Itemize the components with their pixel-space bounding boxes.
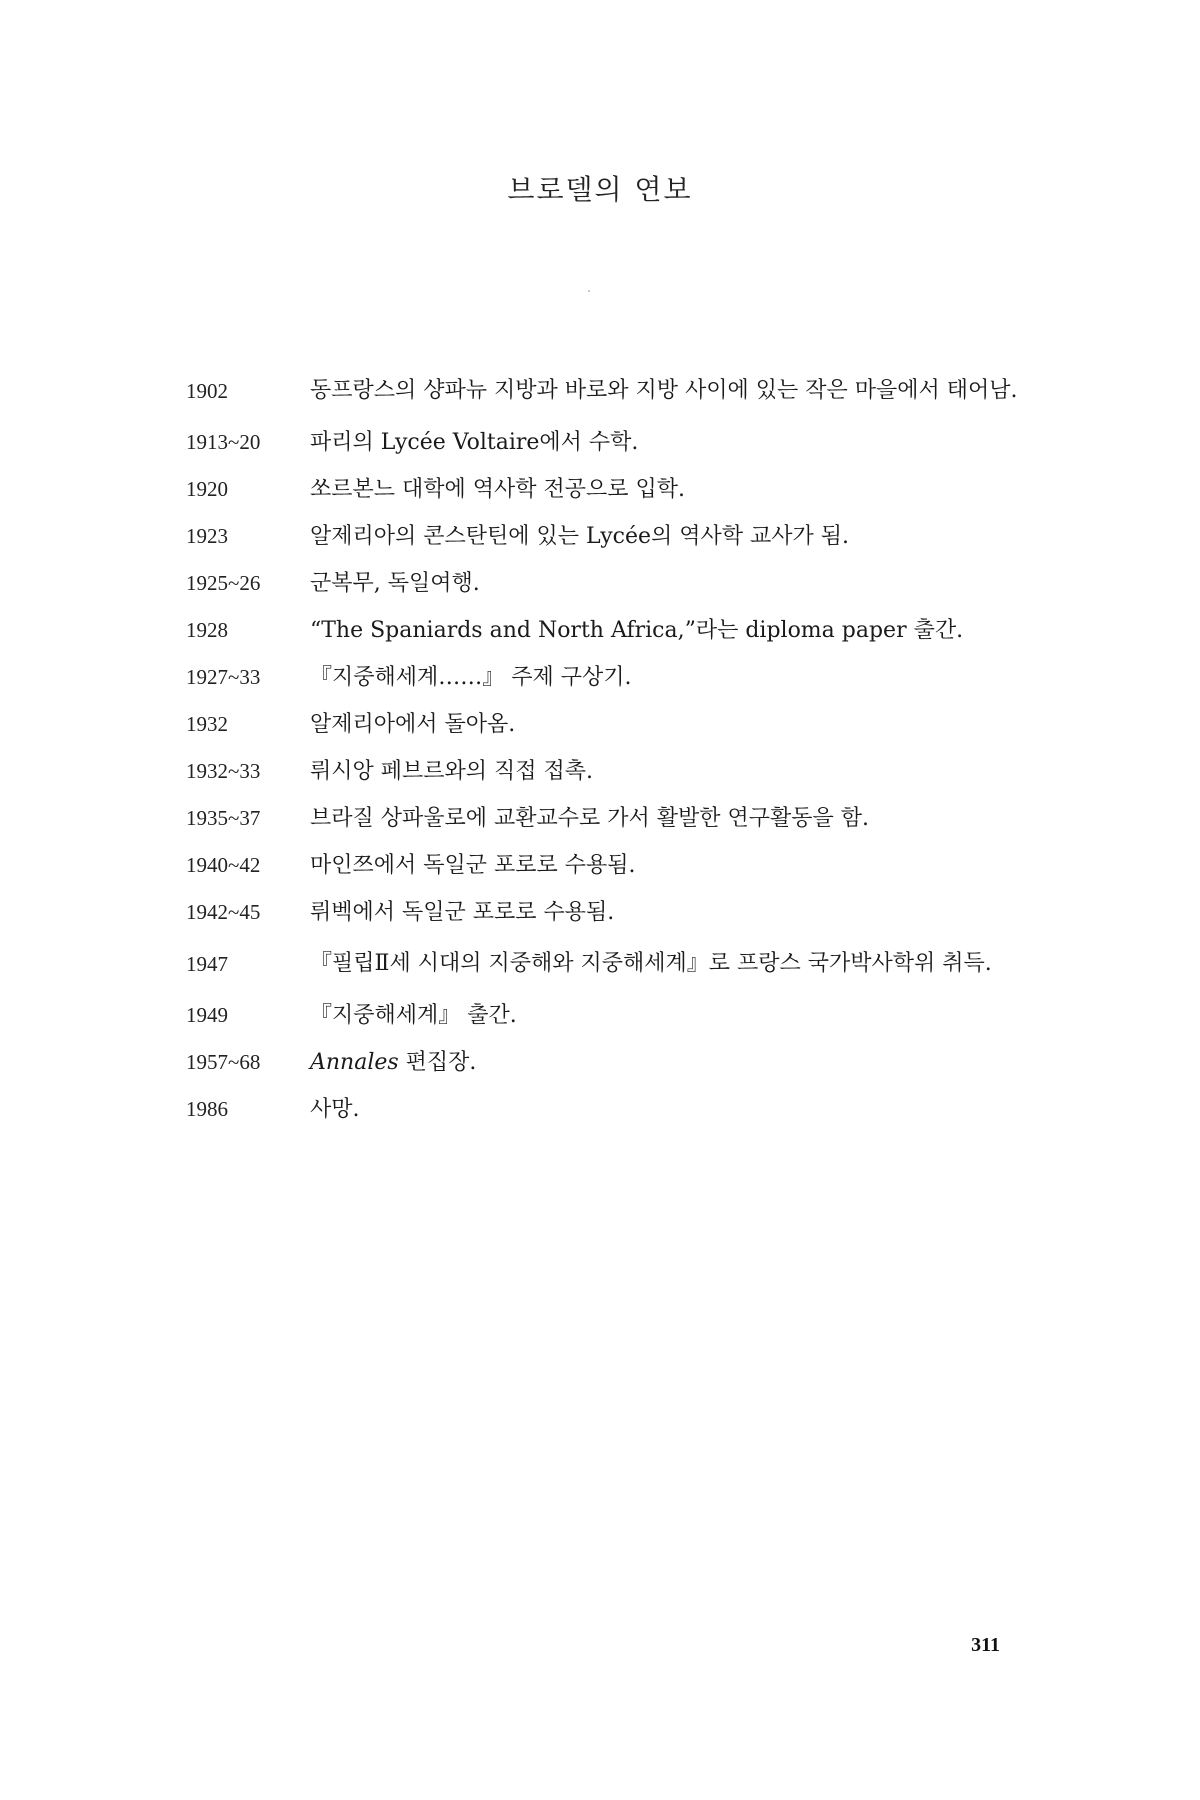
entry-text: 동프랑스의 샹파뉴 지방과 바로와 지방 사이에 있는 작은 마을에서 태어남.	[310, 378, 1018, 403]
entry-year: 1935~37	[186, 806, 261, 830]
entry-year: 1927~33	[186, 665, 261, 689]
entry-year: 1940~42	[186, 853, 261, 877]
chronology-entry	[186, 1091, 1026, 1128]
entry-text: 사망.	[310, 1097, 360, 1122]
entry-text: 뤼벡에서 독일군 포로로 수용됨.	[310, 900, 615, 925]
entry-year: 1902	[186, 379, 228, 403]
entry-text: “The Spaniards and North Africa,”라는 diploma paper 출간.	[310, 618, 964, 643]
entry-text: 쏘르본느 대학에 역사학 전공으로 입학.	[310, 477, 685, 502]
chronology-entry	[186, 368, 1026, 414]
entry-text: 파리의 Lycée Voltaire에서 수학.	[310, 430, 639, 455]
chronology-entry	[186, 424, 1026, 461]
entry-year: 1913~20	[186, 430, 261, 454]
entry-text: 『지중해세계……』 주제 구상기.	[310, 665, 632, 690]
entry-year: 1932	[186, 712, 228, 736]
entry-year: 1925~26	[186, 571, 261, 595]
chronology-entry	[186, 565, 1026, 602]
entry-text: 알제리아의 콘스탄틴에 있는 Lycée의 역사학 교사가 됨.	[310, 524, 850, 549]
chronology-list	[186, 368, 1026, 1138]
entry-text: 마인쯔에서 독일군 포로로 수용됨.	[310, 853, 636, 878]
chronology-entry	[186, 612, 1026, 649]
page-title: 브로델의 연보	[507, 173, 693, 206]
entry-year: 1947	[186, 952, 228, 976]
chronology-entry	[186, 1044, 1026, 1081]
entry-text: 『지중해세계』 출간.	[310, 1003, 517, 1028]
entry-text: 뤼시앙 페브르와의 직접 접촉.	[310, 759, 593, 784]
chronology-entry	[186, 997, 1026, 1034]
entry-year: 1928	[186, 618, 228, 642]
entry-text	[310, 1044, 1026, 1081]
chronology-entry	[186, 941, 1026, 987]
journal-title: Annales	[310, 1050, 399, 1075]
entry-year: 1923	[186, 524, 228, 548]
chronology-entry	[186, 659, 1026, 696]
chronology-entry	[186, 894, 1026, 931]
chronology-entry	[186, 847, 1026, 884]
entry-text: 『필립Ⅱ세 시대의 지중해와 지중해세계』로 프랑스 국가박사학위 취득.	[310, 951, 992, 976]
entry-text: 군복무, 독일여행.	[310, 571, 480, 596]
entry-year: 1920	[186, 477, 228, 501]
entry-text: 브라질 상파울로에 교환교수로 가서 활발한 연구활동을 함.	[310, 806, 870, 831]
entry-year: 1949	[186, 1003, 228, 1027]
entry-year: 1942~45	[186, 900, 261, 924]
page-number: 311	[971, 1634, 1000, 1656]
scan-speck	[588, 290, 590, 292]
chronology-entry	[186, 471, 1026, 508]
chronology-entry	[186, 706, 1026, 743]
entry-year: 1986	[186, 1097, 228, 1121]
entry-year: 1932~33	[186, 759, 261, 783]
chronology-entry	[186, 518, 1026, 555]
entry-text: 알제리아에서 돌아옴.	[310, 712, 516, 737]
chronology-entry	[186, 753, 1026, 790]
chronology-entry	[186, 800, 1026, 837]
entry-text-suffix: 편집장.	[398, 1050, 477, 1075]
entry-year: 1957~68	[186, 1050, 261, 1074]
